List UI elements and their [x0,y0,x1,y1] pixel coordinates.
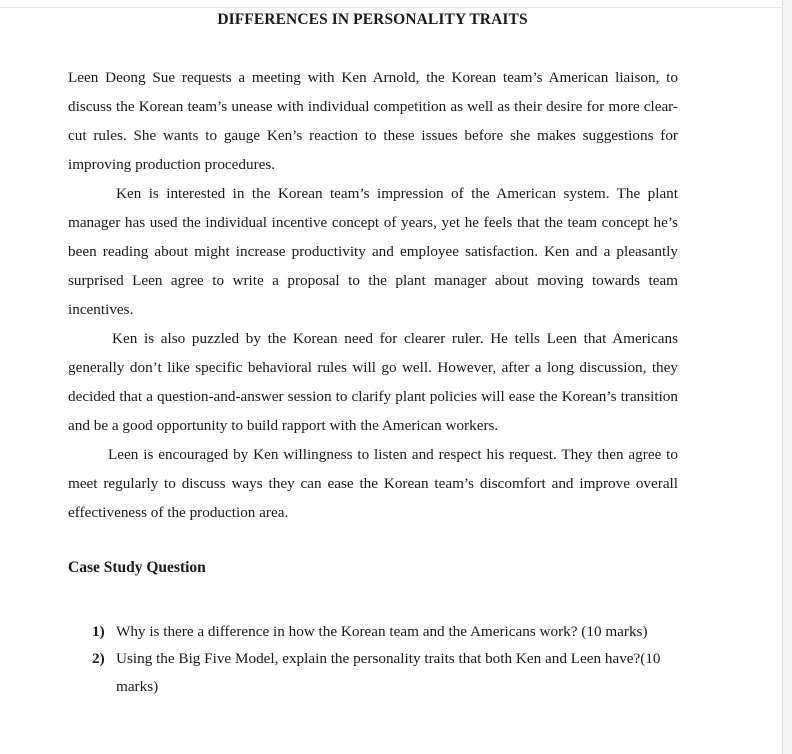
list-item [68,618,688,646]
document-body [68,63,678,527]
list-item [68,645,688,701]
question-list [68,618,688,701]
question-text: Using the Big Five Model, explain the personality traits that both Ken and Leen have?(10 marks) [116,650,661,695]
section-heading: Case Study Question [68,559,206,576]
document-title: DIFFERENCES IN PERSONALITY TRAITS [217,11,528,28]
paragraph-4: Leen is encouraged by Ken willingness to listen and respect his request. They then agree to meet regularly to discuss ways they can ease the Korean team’s discomfort and improve overall effectiveness of the production area. [68,446,678,521]
scrollbar-gutter[interactable] [782,0,792,754]
paragraph-1: Leen Deong Sue requests a meeting with Ken Arnold, the Korean team’s American liaison, to discuss the Korean team’s unease with individual competition as well as their desire for more clear-cut rules. She wants to gauge Ken’s reaction to these issues before she makes suggestions for improving production procedures. [68,69,678,173]
question-text: Why is there a difference in how the Korean team and the Americans work? (10 marks) [116,623,648,640]
question-number: 1) [92,623,105,640]
question-number: 2) [92,650,105,667]
paragraph-3: Ken is also puzzled by the Korean need for clearer ruler. He tells Leen that Americans generally don’t like specific behavioral rules will go well. However, after a long discussion, they decided that a question-and-answer session to clarify plant policies will ease the Korean’s transition and be a good opportunity to build rapport with the American workers. [68,330,678,434]
paragraph-2: Ken is interested in the Korean team’s impression of the American system. The plant manager has used the individual incentive concept of years, yet he feels that the team concept he’s been reading about might increase productivity and employee satisfaction. Ken and a pleasantly surprised Leen agree to write a proposal to the plant manager about moving towards team incentives. [68,185,678,318]
